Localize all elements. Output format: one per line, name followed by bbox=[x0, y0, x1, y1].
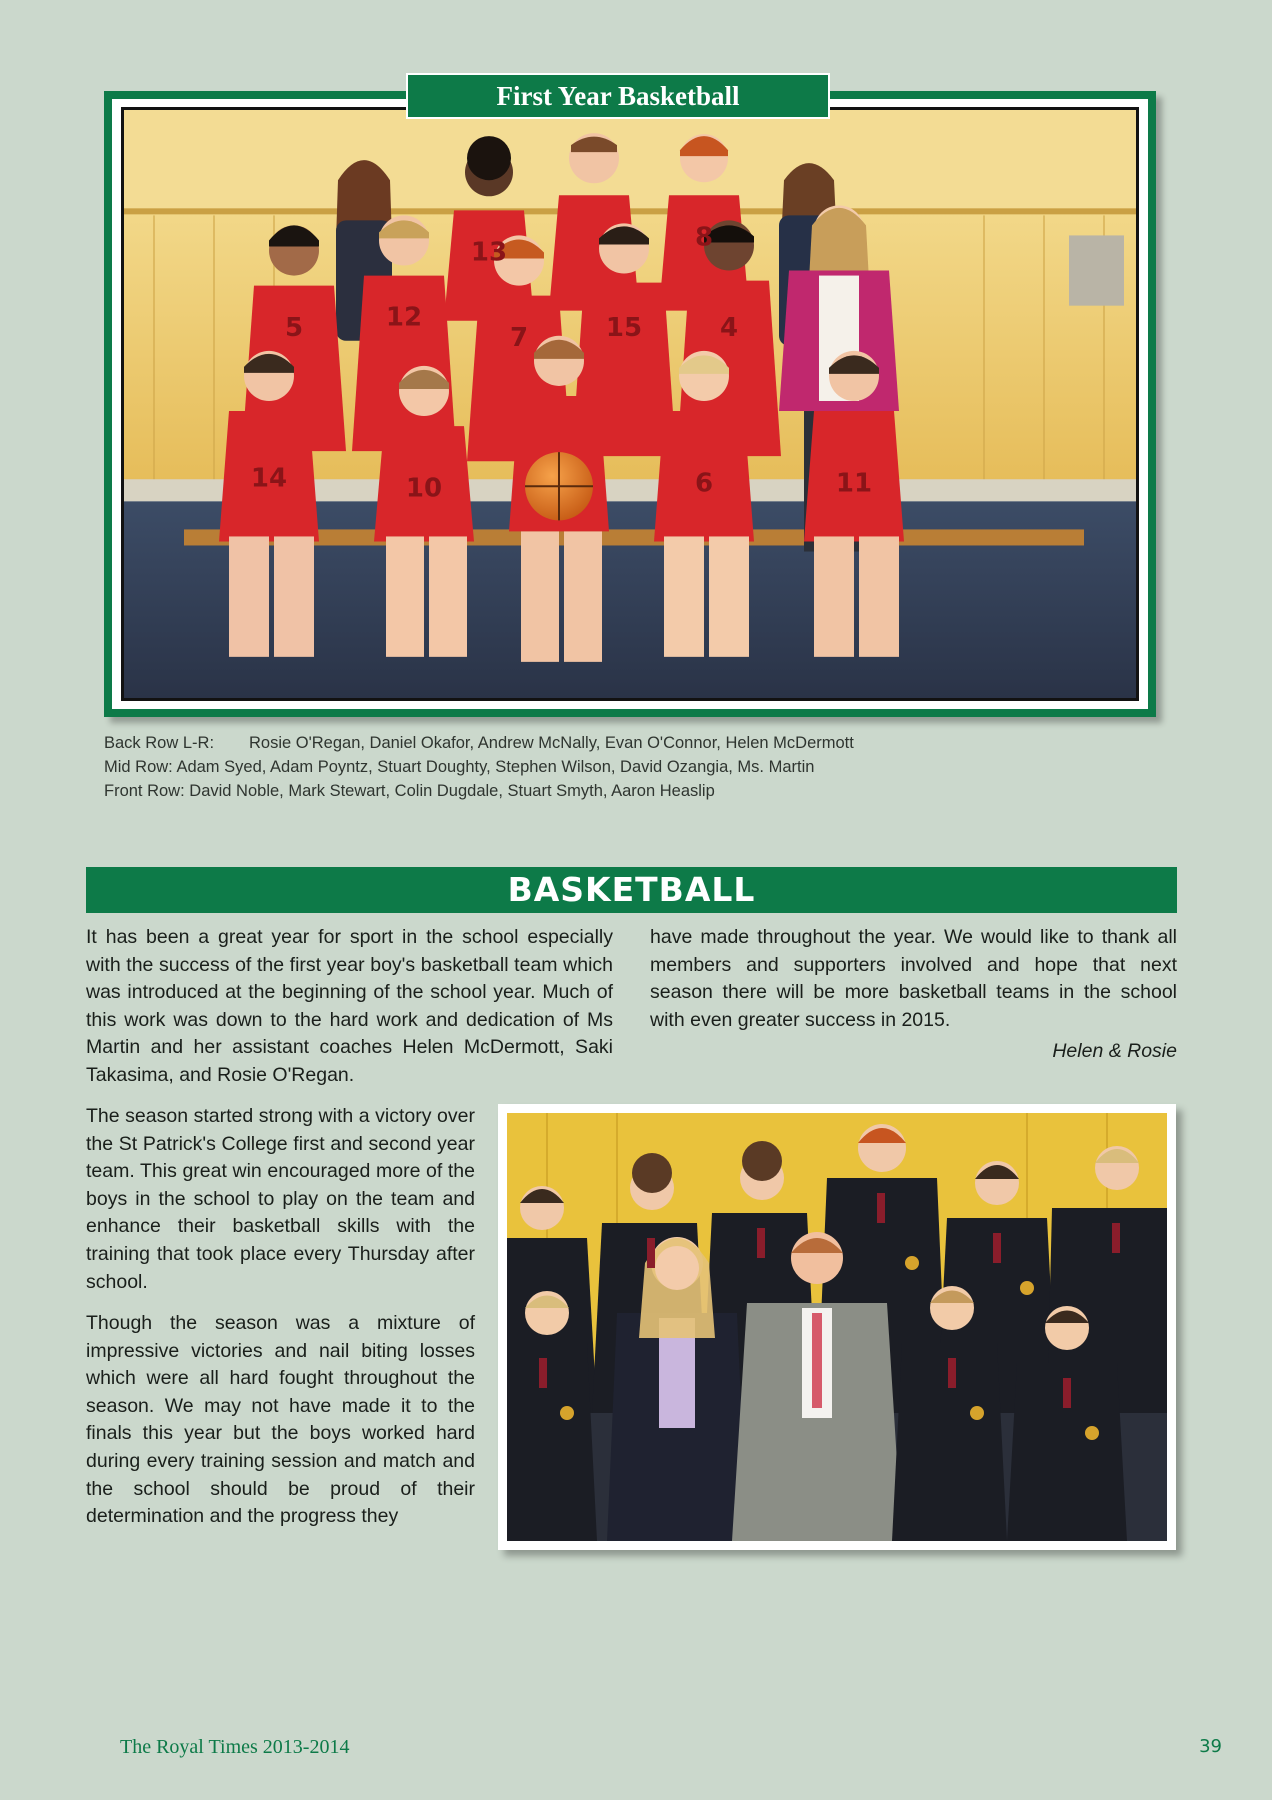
caption-label: Mid Row: bbox=[104, 758, 173, 776]
caption-row-mid bbox=[104, 755, 854, 779]
jersey-number: 13 bbox=[470, 237, 508, 268]
page-number: 39 bbox=[1199, 1736, 1222, 1757]
photo-title: First Year Basketball bbox=[406, 73, 830, 119]
jersey-number: 7 bbox=[509, 322, 529, 353]
jersey-number: 15 bbox=[605, 312, 643, 343]
section-heading: BASKETBALL bbox=[86, 867, 1177, 913]
article-paragraph-1: It has been a great year for sport in the school especially with the success of the first year boy's basketball team which was introduced at the beginning of the school year. Much of this work was down to the hard work and dedication of Ms Martin and her assistant coaches Helen McDermott, Saki Takasima, and Rosie O'Regan. bbox=[86, 926, 613, 1086]
jersey-number: 6 bbox=[694, 468, 714, 499]
caption-names: David Noble, Mark Stewart, Colin Dugdale, Stuart Smyth, Aaron Heaslip bbox=[189, 782, 715, 800]
team-photo-container bbox=[121, 107, 1139, 701]
jersey-number: 14 bbox=[250, 463, 288, 494]
caption-names: Adam Syed, Adam Poyntz, Stuart Doughty, Stephen Wilson, David Ozangia, Ms. Martin bbox=[176, 758, 815, 776]
article-paragraph-4: have made throughout the year. We would like to thank all members and supporters involved and hope that next season there will be more basketball teams in the school with even greater success in 2015. bbox=[650, 926, 1177, 1031]
caption-label: Back Row L-R: bbox=[104, 734, 215, 752]
jersey-number: 8 bbox=[694, 222, 714, 253]
group-photo bbox=[507, 1113, 1167, 1541]
article-paragraph-3: Though the season was a mixture of impressive victories and nail biting losses which were all hard fought throughout the season. We may not have made it to the finals this year but the boys worked hard during every training session and match and the school should be proud of their determination and the progress they bbox=[86, 1312, 475, 1528]
jersey-number: 10 bbox=[405, 473, 443, 504]
photo-caption bbox=[104, 731, 854, 803]
caption-row-back bbox=[104, 731, 854, 755]
caption-names: Rosie O'Regan, Daniel Okafor, Andrew McNally, Evan O'Connor, Helen McDermott bbox=[249, 734, 854, 752]
jersey-number: 4 bbox=[719, 312, 739, 343]
group-photo-frame bbox=[498, 1104, 1176, 1550]
team-photo bbox=[124, 110, 1136, 698]
article-signature: Helen & Rosie bbox=[1052, 1040, 1177, 1062]
group-photo-container bbox=[507, 1113, 1167, 1541]
team-photo-frame bbox=[104, 91, 1156, 717]
caption-label: Front Row: bbox=[104, 782, 185, 800]
jersey-number: 12 bbox=[385, 302, 423, 333]
jersey-number: 5 bbox=[284, 312, 304, 343]
jersey-number: 11 bbox=[835, 468, 873, 499]
article-paragraph-2: The season started strong with a victory over the St Patrick's College first and second year team. This great win encouraged more of the boys in the school to play on the team and enhance their basketball skills with the training that took place every Thursday after school. bbox=[86, 1105, 475, 1293]
publication-title: The Royal Times 2013-2014 bbox=[120, 1736, 350, 1758]
caption-row-front bbox=[104, 779, 854, 803]
